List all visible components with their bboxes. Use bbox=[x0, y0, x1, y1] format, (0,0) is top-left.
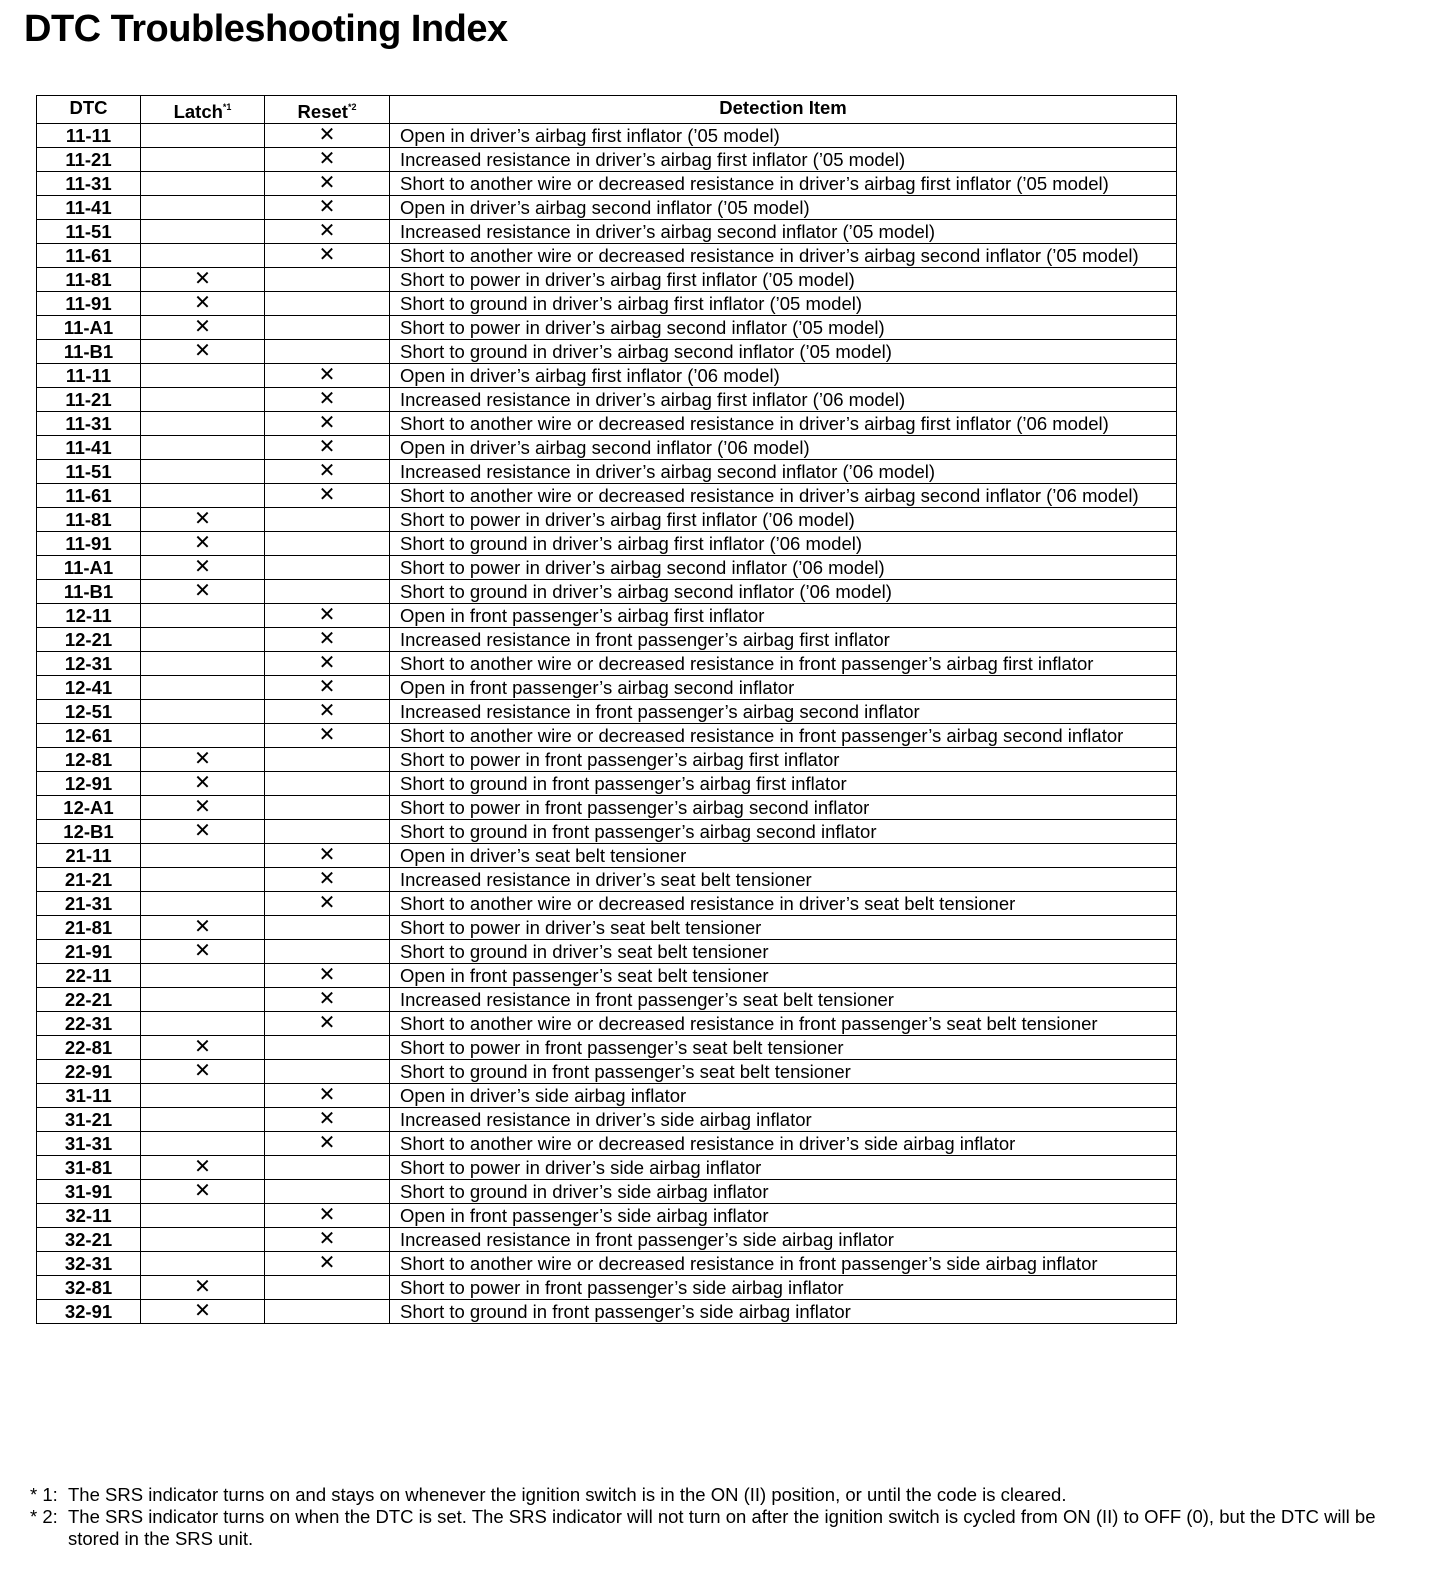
dtc-code-cell: 11-51 bbox=[37, 220, 141, 244]
reset-mark-cell bbox=[265, 820, 390, 844]
reset-mark-cell: ✕ bbox=[265, 988, 390, 1012]
latch-mark-cell bbox=[141, 1252, 265, 1276]
table-row bbox=[37, 1204, 1177, 1228]
detection-item-cell: Short to another wire or decreased resistance in driver’s side airbag inflator bbox=[390, 1132, 1177, 1156]
dtc-table bbox=[36, 95, 1177, 1324]
detection-item-cell: Increased resistance in front passenger’s seat belt tensioner bbox=[390, 988, 1177, 1012]
reset-mark-cell: ✕ bbox=[265, 628, 390, 652]
table-row bbox=[37, 724, 1177, 748]
reset-mark-cell bbox=[265, 772, 390, 796]
latch-mark-cell bbox=[141, 1108, 265, 1132]
latch-mark-cell: ✕ bbox=[141, 1060, 265, 1084]
detection-item-cell: Open in driver’s airbag first inflator (’05 model) bbox=[390, 124, 1177, 148]
latch-mark-cell: ✕ bbox=[141, 772, 265, 796]
detection-item-cell: Open in driver’s side airbag inflator bbox=[390, 1084, 1177, 1108]
latch-mark-cell bbox=[141, 1012, 265, 1036]
detection-item-cell: Short to ground in front passenger’s side airbag inflator bbox=[390, 1300, 1177, 1324]
detection-item-cell: Increased resistance in driver’s seat belt tensioner bbox=[390, 868, 1177, 892]
detection-item-cell: Short to another wire or decreased resistance in driver’s airbag second inflator (’05 model) bbox=[390, 244, 1177, 268]
page-title: DTC Troubleshooting Index bbox=[24, 8, 508, 50]
table-row bbox=[37, 124, 1177, 148]
reset-mark-cell: ✕ bbox=[265, 364, 390, 388]
detection-item-cell: Short to power in front passenger’s seat belt tensioner bbox=[390, 1036, 1177, 1060]
reset-mark-cell: ✕ bbox=[265, 868, 390, 892]
table-row bbox=[37, 364, 1177, 388]
dtc-code-cell: 11-A1 bbox=[37, 316, 141, 340]
latch-mark-cell: ✕ bbox=[141, 1276, 265, 1300]
table-row bbox=[37, 460, 1177, 484]
latch-mark-cell: ✕ bbox=[141, 796, 265, 820]
dtc-code-cell: 11-91 bbox=[37, 292, 141, 316]
latch-mark-cell bbox=[141, 172, 265, 196]
table-row bbox=[37, 1156, 1177, 1180]
dtc-code-cell: 31-31 bbox=[37, 1132, 141, 1156]
dtc-code-cell: 21-21 bbox=[37, 868, 141, 892]
detection-item-cell: Increased resistance in front passenger’s airbag first inflator bbox=[390, 628, 1177, 652]
latch-mark-cell bbox=[141, 196, 265, 220]
detection-item-cell: Short to another wire or decreased resistance in front passenger’s seat belt tensioner bbox=[390, 1012, 1177, 1036]
latch-mark-cell: ✕ bbox=[141, 316, 265, 340]
footnote-marker: * 1: bbox=[30, 1484, 58, 1505]
detection-item-cell: Increased resistance in front passenger’s airbag second inflator bbox=[390, 700, 1177, 724]
dtc-code-cell: 32-11 bbox=[37, 1204, 141, 1228]
header-reset-label: Reset bbox=[297, 101, 348, 122]
reset-mark-cell: ✕ bbox=[265, 388, 390, 412]
reset-mark-cell: ✕ bbox=[265, 172, 390, 196]
dtc-code-cell: 11-11 bbox=[37, 124, 141, 148]
latch-mark-cell bbox=[141, 724, 265, 748]
latch-mark-cell bbox=[141, 148, 265, 172]
detection-item-cell: Short to another wire or decreased resistance in front passenger’s airbag first inflator bbox=[390, 652, 1177, 676]
table-row bbox=[37, 388, 1177, 412]
detection-item-cell: Short to ground in front passenger’s seat belt tensioner bbox=[390, 1060, 1177, 1084]
reset-mark-cell bbox=[265, 340, 390, 364]
footnotes bbox=[30, 1484, 1430, 1550]
detection-item-cell: Increased resistance in driver’s airbag first inflator (’05 model) bbox=[390, 148, 1177, 172]
reset-mark-cell: ✕ bbox=[265, 124, 390, 148]
dtc-code-cell: 21-81 bbox=[37, 916, 141, 940]
reset-mark-cell bbox=[265, 580, 390, 604]
dtc-code-cell: 31-81 bbox=[37, 1156, 141, 1180]
dtc-code-cell: 12-31 bbox=[37, 652, 141, 676]
table-row bbox=[37, 196, 1177, 220]
dtc-code-cell: 11-41 bbox=[37, 196, 141, 220]
table-header-row bbox=[37, 96, 1177, 124]
latch-mark-cell: ✕ bbox=[141, 1180, 265, 1204]
table-row bbox=[37, 868, 1177, 892]
dtc-code-cell: 21-11 bbox=[37, 844, 141, 868]
reset-mark-cell: ✕ bbox=[265, 436, 390, 460]
table-row bbox=[37, 580, 1177, 604]
table-row bbox=[37, 820, 1177, 844]
table-row bbox=[37, 244, 1177, 268]
table-row bbox=[37, 1060, 1177, 1084]
table-row bbox=[37, 1180, 1177, 1204]
table-row bbox=[37, 340, 1177, 364]
header-latch bbox=[141, 96, 265, 124]
reset-mark-cell: ✕ bbox=[265, 148, 390, 172]
reset-mark-cell: ✕ bbox=[265, 1204, 390, 1228]
detection-item-cell: Short to ground in driver’s side airbag inflator bbox=[390, 1180, 1177, 1204]
dtc-code-cell: 11-81 bbox=[37, 508, 141, 532]
detection-item-cell: Short to another wire or decreased resistance in driver’s airbag first inflator (’06 model) bbox=[390, 412, 1177, 436]
latch-mark-cell: ✕ bbox=[141, 580, 265, 604]
detection-item-cell: Short to another wire or decreased resistance in driver’s airbag second inflator (’06 model) bbox=[390, 484, 1177, 508]
dtc-code-cell: 12-91 bbox=[37, 772, 141, 796]
table-row bbox=[37, 1228, 1177, 1252]
detection-item-cell: Short to power in driver’s airbag second inflator (’06 model) bbox=[390, 556, 1177, 580]
dtc-code-cell: 11-B1 bbox=[37, 340, 141, 364]
reset-mark-cell bbox=[265, 1180, 390, 1204]
dtc-code-cell: 12-41 bbox=[37, 676, 141, 700]
latch-mark-cell bbox=[141, 484, 265, 508]
reset-mark-cell: ✕ bbox=[265, 844, 390, 868]
dtc-code-cell: 31-91 bbox=[37, 1180, 141, 1204]
table-row bbox=[37, 1276, 1177, 1300]
dtc-code-cell: 32-21 bbox=[37, 1228, 141, 1252]
dtc-code-cell: 11-A1 bbox=[37, 556, 141, 580]
latch-mark-cell bbox=[141, 124, 265, 148]
dtc-code-cell: 11-81 bbox=[37, 268, 141, 292]
latch-mark-cell bbox=[141, 1204, 265, 1228]
reset-mark-cell bbox=[265, 1276, 390, 1300]
dtc-code-cell: 11-51 bbox=[37, 460, 141, 484]
latch-mark-cell: ✕ bbox=[141, 268, 265, 292]
dtc-code-cell: 32-31 bbox=[37, 1252, 141, 1276]
detection-item-cell: Increased resistance in driver’s airbag first inflator (’06 model) bbox=[390, 388, 1177, 412]
detection-item-cell: Open in driver’s airbag second inflator (’05 model) bbox=[390, 196, 1177, 220]
detection-item-cell: Short to power in driver’s seat belt tensioner bbox=[390, 916, 1177, 940]
reset-mark-cell: ✕ bbox=[265, 412, 390, 436]
latch-mark-cell: ✕ bbox=[141, 1156, 265, 1180]
header-latch-note: *1 bbox=[222, 102, 232, 112]
latch-mark-cell bbox=[141, 388, 265, 412]
latch-mark-cell bbox=[141, 892, 265, 916]
detection-item-cell: Open in driver’s seat belt tensioner bbox=[390, 844, 1177, 868]
detection-item-cell: Open in front passenger’s side airbag inflator bbox=[390, 1204, 1177, 1228]
reset-mark-cell: ✕ bbox=[265, 460, 390, 484]
dtc-code-cell: 22-31 bbox=[37, 1012, 141, 1036]
header-reset bbox=[265, 96, 390, 124]
dtc-code-cell: 32-91 bbox=[37, 1300, 141, 1324]
dtc-code-cell: 31-11 bbox=[37, 1084, 141, 1108]
detection-item-cell: Short to another wire or decreased resistance in driver’s airbag first inflator (’05 model) bbox=[390, 172, 1177, 196]
latch-mark-cell bbox=[141, 1228, 265, 1252]
detection-item-cell: Short to ground in driver’s airbag second inflator (’05 model) bbox=[390, 340, 1177, 364]
dtc-code-cell: 12-B1 bbox=[37, 820, 141, 844]
reset-mark-cell: ✕ bbox=[265, 244, 390, 268]
latch-mark-cell bbox=[141, 412, 265, 436]
table-row bbox=[37, 220, 1177, 244]
dtc-code-cell: 32-81 bbox=[37, 1276, 141, 1300]
table-row bbox=[37, 604, 1177, 628]
table-row bbox=[37, 436, 1177, 460]
detection-item-cell: Open in front passenger’s seat belt tensioner bbox=[390, 964, 1177, 988]
table-row bbox=[37, 316, 1177, 340]
latch-mark-cell: ✕ bbox=[141, 292, 265, 316]
reset-mark-cell bbox=[265, 916, 390, 940]
table-row bbox=[37, 1108, 1177, 1132]
dtc-code-cell: 12-11 bbox=[37, 604, 141, 628]
reset-mark-cell bbox=[265, 1300, 390, 1324]
latch-mark-cell bbox=[141, 676, 265, 700]
latch-mark-cell bbox=[141, 700, 265, 724]
reset-mark-cell: ✕ bbox=[265, 676, 390, 700]
table-row bbox=[37, 412, 1177, 436]
footnote-text: The SRS indicator turns on and stays on whenever the ignition switch is in the ON (II) position, or until the code is cleared. bbox=[68, 1484, 1067, 1505]
dtc-code-cell: 11-91 bbox=[37, 532, 141, 556]
table-row bbox=[37, 268, 1177, 292]
dtc-code-cell: 11-61 bbox=[37, 244, 141, 268]
dtc-code-cell: 22-11 bbox=[37, 964, 141, 988]
detection-item-cell: Short to ground in driver’s airbag second inflator (’06 model) bbox=[390, 580, 1177, 604]
reset-mark-cell: ✕ bbox=[265, 1132, 390, 1156]
table-row bbox=[37, 700, 1177, 724]
detection-item-cell: Increased resistance in driver’s side airbag inflator bbox=[390, 1108, 1177, 1132]
latch-mark-cell: ✕ bbox=[141, 916, 265, 940]
table-row bbox=[37, 1036, 1177, 1060]
header-latch-label: Latch bbox=[173, 101, 223, 122]
table-row bbox=[37, 484, 1177, 508]
footnote-text: The SRS indicator turns on when the DTC is set. The SRS indicator will not turn on after the ignition switch is cycled from ON (II) to OFF (0), but the DTC will be stored in the SRS unit. bbox=[68, 1506, 1376, 1549]
table-row bbox=[37, 940, 1177, 964]
latch-mark-cell bbox=[141, 364, 265, 388]
detection-item-cell: Short to ground in driver’s seat belt tensioner bbox=[390, 940, 1177, 964]
dtc-code-cell: 31-21 bbox=[37, 1108, 141, 1132]
detection-item-cell: Increased resistance in driver’s airbag second inflator (’06 model) bbox=[390, 460, 1177, 484]
dtc-code-cell: 11-B1 bbox=[37, 580, 141, 604]
detection-item-cell: Short to power in driver’s airbag second inflator (’05 model) bbox=[390, 316, 1177, 340]
dtc-code-cell: 12-51 bbox=[37, 700, 141, 724]
dtc-code-cell: 22-21 bbox=[37, 988, 141, 1012]
detection-item-cell: Short to another wire or decreased resistance in front passenger’s airbag second inflator bbox=[390, 724, 1177, 748]
table-row bbox=[37, 1300, 1177, 1324]
dtc-code-cell: 11-21 bbox=[37, 388, 141, 412]
table-row bbox=[37, 1012, 1177, 1036]
reset-mark-cell bbox=[265, 316, 390, 340]
table-row bbox=[37, 292, 1177, 316]
header-reset-note: *2 bbox=[347, 102, 357, 112]
reset-mark-cell: ✕ bbox=[265, 484, 390, 508]
table-row bbox=[37, 676, 1177, 700]
table-row bbox=[37, 652, 1177, 676]
dtc-code-cell: 12-A1 bbox=[37, 796, 141, 820]
latch-mark-cell: ✕ bbox=[141, 748, 265, 772]
table-row bbox=[37, 628, 1177, 652]
dtc-code-cell: 11-11 bbox=[37, 364, 141, 388]
reset-mark-cell bbox=[265, 268, 390, 292]
footnote bbox=[30, 1506, 1430, 1550]
dtc-code-cell: 22-91 bbox=[37, 1060, 141, 1084]
table-row bbox=[37, 916, 1177, 940]
dtc-code-cell: 11-61 bbox=[37, 484, 141, 508]
latch-mark-cell bbox=[141, 868, 265, 892]
detection-item-cell: Increased resistance in front passenger’s side airbag inflator bbox=[390, 1228, 1177, 1252]
latch-mark-cell bbox=[141, 964, 265, 988]
reset-mark-cell: ✕ bbox=[265, 724, 390, 748]
dtc-code-cell: 12-81 bbox=[37, 748, 141, 772]
reset-mark-cell bbox=[265, 532, 390, 556]
detection-item-cell: Short to ground in front passenger’s airbag second inflator bbox=[390, 820, 1177, 844]
latch-mark-cell: ✕ bbox=[141, 1300, 265, 1324]
table-body bbox=[37, 124, 1177, 1324]
detection-item-cell: Short to power in front passenger’s side airbag inflator bbox=[390, 1276, 1177, 1300]
reset-mark-cell bbox=[265, 1156, 390, 1180]
detection-item-cell: Short to power in driver’s airbag first inflator (’05 model) bbox=[390, 268, 1177, 292]
reset-mark-cell: ✕ bbox=[265, 964, 390, 988]
latch-mark-cell: ✕ bbox=[141, 820, 265, 844]
footnote bbox=[30, 1484, 1430, 1506]
latch-mark-cell bbox=[141, 988, 265, 1012]
reset-mark-cell: ✕ bbox=[265, 700, 390, 724]
latch-mark-cell bbox=[141, 844, 265, 868]
detection-item-cell: Short to power in driver’s airbag first inflator (’06 model) bbox=[390, 508, 1177, 532]
reset-mark-cell: ✕ bbox=[265, 1228, 390, 1252]
reset-mark-cell: ✕ bbox=[265, 1108, 390, 1132]
table-row bbox=[37, 148, 1177, 172]
detection-item-cell: Short to power in front passenger’s airbag first inflator bbox=[390, 748, 1177, 772]
reset-mark-cell bbox=[265, 796, 390, 820]
detection-item-cell: Open in driver’s airbag first inflator (’06 model) bbox=[390, 364, 1177, 388]
latch-mark-cell bbox=[141, 460, 265, 484]
footnote-marker: * 2: bbox=[30, 1506, 58, 1527]
latch-mark-cell bbox=[141, 1084, 265, 1108]
latch-mark-cell: ✕ bbox=[141, 340, 265, 364]
detection-item-cell: Short to power in driver’s side airbag inflator bbox=[390, 1156, 1177, 1180]
reset-mark-cell bbox=[265, 940, 390, 964]
detection-item-cell: Open in front passenger’s airbag first inflator bbox=[390, 604, 1177, 628]
reset-mark-cell: ✕ bbox=[265, 604, 390, 628]
detection-item-cell: Increased resistance in driver’s airbag second inflator (’05 model) bbox=[390, 220, 1177, 244]
latch-mark-cell: ✕ bbox=[141, 532, 265, 556]
latch-mark-cell: ✕ bbox=[141, 940, 265, 964]
reset-mark-cell bbox=[265, 292, 390, 316]
table-row bbox=[37, 796, 1177, 820]
detection-item-cell: Short to ground in driver’s airbag first inflator (’06 model) bbox=[390, 532, 1177, 556]
reset-mark-cell: ✕ bbox=[265, 1252, 390, 1276]
latch-mark-cell: ✕ bbox=[141, 556, 265, 580]
reset-mark-cell bbox=[265, 1060, 390, 1084]
latch-mark-cell bbox=[141, 652, 265, 676]
latch-mark-cell bbox=[141, 220, 265, 244]
header-detection-item: Detection Item bbox=[390, 96, 1177, 124]
detection-item-cell: Short to another wire or decreased resistance in front passenger’s side airbag inflator bbox=[390, 1252, 1177, 1276]
dtc-code-cell: 12-61 bbox=[37, 724, 141, 748]
table-row bbox=[37, 892, 1177, 916]
table-row bbox=[37, 532, 1177, 556]
table-row bbox=[37, 772, 1177, 796]
reset-mark-cell bbox=[265, 508, 390, 532]
table-row bbox=[37, 556, 1177, 580]
detection-item-cell: Short to ground in driver’s airbag first inflator (’05 model) bbox=[390, 292, 1177, 316]
dtc-code-cell: 11-31 bbox=[37, 412, 141, 436]
latch-mark-cell bbox=[141, 436, 265, 460]
reset-mark-cell: ✕ bbox=[265, 220, 390, 244]
latch-mark-cell bbox=[141, 244, 265, 268]
dtc-code-cell: 11-31 bbox=[37, 172, 141, 196]
table-row bbox=[37, 172, 1177, 196]
table-row bbox=[37, 1252, 1177, 1276]
table-row bbox=[37, 1084, 1177, 1108]
latch-mark-cell bbox=[141, 1132, 265, 1156]
latch-mark-cell: ✕ bbox=[141, 508, 265, 532]
latch-mark-cell bbox=[141, 628, 265, 652]
reset-mark-cell: ✕ bbox=[265, 652, 390, 676]
detection-item-cell: Short to another wire or decreased resistance in driver’s seat belt tensioner bbox=[390, 892, 1177, 916]
reset-mark-cell: ✕ bbox=[265, 892, 390, 916]
table-row bbox=[37, 508, 1177, 532]
table-row bbox=[37, 1132, 1177, 1156]
dtc-code-cell: 11-21 bbox=[37, 148, 141, 172]
dtc-code-cell: 21-31 bbox=[37, 892, 141, 916]
dtc-code-cell: 11-41 bbox=[37, 436, 141, 460]
detection-item-cell: Open in driver’s airbag second inflator (’06 model) bbox=[390, 436, 1177, 460]
dtc-code-cell: 22-81 bbox=[37, 1036, 141, 1060]
table-row bbox=[37, 748, 1177, 772]
detection-item-cell: Short to ground in front passenger’s airbag first inflator bbox=[390, 772, 1177, 796]
reset-mark-cell: ✕ bbox=[265, 196, 390, 220]
detection-item-cell: Short to power in front passenger’s airbag second inflator bbox=[390, 796, 1177, 820]
reset-mark-cell bbox=[265, 1036, 390, 1060]
reset-mark-cell bbox=[265, 748, 390, 772]
latch-mark-cell bbox=[141, 604, 265, 628]
header-dtc: DTC bbox=[37, 96, 141, 124]
table-row bbox=[37, 988, 1177, 1012]
detection-item-cell: Open in front passenger’s airbag second inflator bbox=[390, 676, 1177, 700]
table-row bbox=[37, 964, 1177, 988]
reset-mark-cell bbox=[265, 556, 390, 580]
table-row bbox=[37, 844, 1177, 868]
dtc-code-cell: 12-21 bbox=[37, 628, 141, 652]
reset-mark-cell: ✕ bbox=[265, 1012, 390, 1036]
reset-mark-cell: ✕ bbox=[265, 1084, 390, 1108]
latch-mark-cell: ✕ bbox=[141, 1036, 265, 1060]
dtc-code-cell: 21-91 bbox=[37, 940, 141, 964]
